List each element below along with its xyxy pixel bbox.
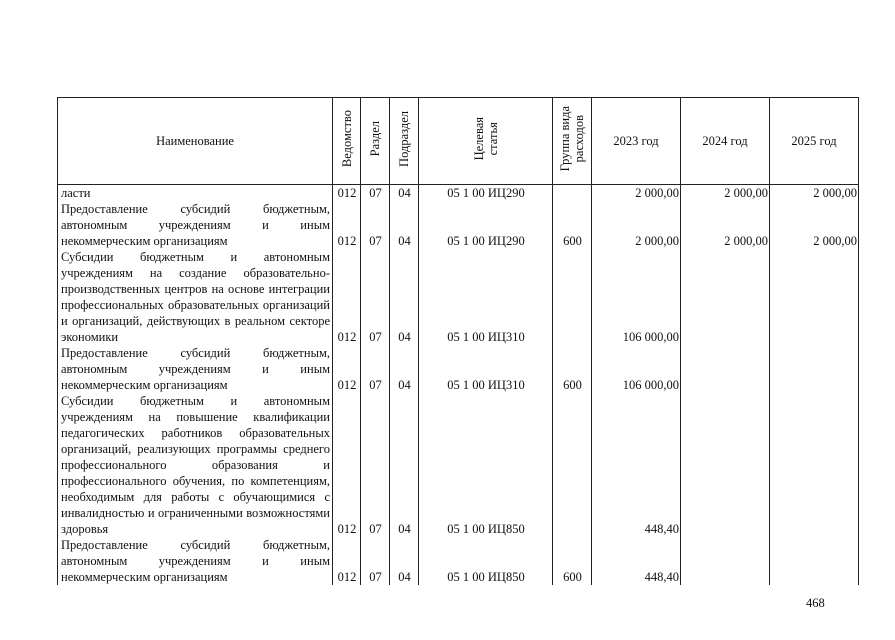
row-target: 05 1 00 ИЦ850 [419, 393, 553, 537]
row-department: 012 [333, 249, 361, 345]
row-section: 07 [361, 201, 390, 249]
header-expense-group: Группа вида расходов [553, 98, 592, 185]
row-department: 012 [333, 345, 361, 393]
row-2024 [681, 537, 770, 585]
table-row [58, 249, 859, 345]
row-2025 [770, 393, 859, 537]
row-2024 [681, 249, 770, 345]
row-section: 07 [361, 537, 390, 585]
header-2023: 2023 год [592, 98, 681, 185]
row-subsection: 04 [390, 185, 419, 202]
row-section: 07 [361, 393, 390, 537]
header-2024: 2024 год [681, 98, 770, 185]
header-name: Наименование [58, 98, 333, 185]
row-group: 600 [553, 537, 592, 585]
header-subsection: Подраздел [390, 98, 419, 185]
row-department: 012 [333, 185, 361, 202]
row-subsection: 04 [390, 393, 419, 537]
row-group [553, 393, 592, 537]
table-header [58, 98, 859, 185]
row-name: ласти [58, 185, 333, 202]
row-department: 012 [333, 201, 361, 249]
table-row [58, 537, 859, 585]
table-row [58, 345, 859, 393]
row-2023: 106 000,00 [592, 249, 681, 345]
table-body [58, 185, 859, 586]
row-name: Предоставление субсидий бюджетным, автономным учреждениям и иным некоммерческим организациям [58, 345, 333, 393]
row-2023: 2 000,00 [592, 201, 681, 249]
row-subsection: 04 [390, 249, 419, 345]
row-2025 [770, 537, 859, 585]
header-department: Ведомство [333, 98, 361, 185]
row-target: 05 1 00 ИЦ290 [419, 185, 553, 202]
row-2023: 448,40 [592, 393, 681, 537]
row-name: Предоставление субсидий бюджетным, автономным учреждениям и иным некоммерческим организациям [58, 201, 333, 249]
row-department: 012 [333, 537, 361, 585]
row-name: Предоставление субсидий бюджетным, автономным учреждениям и иным некоммерческим организациям [58, 537, 333, 585]
header-2025: 2025 год [770, 98, 859, 185]
row-2025 [770, 249, 859, 345]
row-section: 07 [361, 249, 390, 345]
row-target: 05 1 00 ИЦ310 [419, 345, 553, 393]
row-2024 [681, 393, 770, 537]
row-2025 [770, 345, 859, 393]
row-group [553, 249, 592, 345]
row-2023: 2 000,00 [592, 185, 681, 202]
table-row [58, 201, 859, 249]
row-name: Субсидии бюджетным и автономным учреждениям на повышение квалификации педагогических работников образовательных организаций, реализующих программы среднего профессионального образования и профессионального обучения, по компетенциям, необходимым для работы с обучающимися с инвалидностью и ограниченными возможностями здоровья [58, 393, 333, 537]
row-subsection: 04 [390, 345, 419, 393]
row-subsection: 04 [390, 201, 419, 249]
table-row [58, 393, 859, 537]
row-2024: 2 000,00 [681, 201, 770, 249]
table-row [58, 185, 859, 202]
row-2023: 106 000,00 [592, 345, 681, 393]
row-2025: 2 000,00 [770, 185, 859, 202]
header-section: Раздел [361, 98, 390, 185]
row-2025: 2 000,00 [770, 201, 859, 249]
row-subsection: 04 [390, 537, 419, 585]
row-2024 [681, 345, 770, 393]
row-2023: 448,40 [592, 537, 681, 585]
row-section: 07 [361, 345, 390, 393]
page-number: 468 [806, 596, 825, 610]
row-group [553, 185, 592, 202]
row-section: 07 [361, 185, 390, 202]
row-name: Субсидии бюджетным и автономным учреждениям на создание образовательно-производственных центров на основе интеграции профессиональных образовательных организаций и организаций, действующих в реальном секторе экономики [58, 249, 333, 345]
row-target: 05 1 00 ИЦ850 [419, 537, 553, 585]
row-target: 05 1 00 ИЦ310 [419, 249, 553, 345]
row-department: 012 [333, 393, 361, 537]
budget-table [57, 97, 859, 585]
row-target: 05 1 00 ИЦ290 [419, 201, 553, 249]
header-target-article: Целевая статья [419, 98, 553, 185]
row-2024: 2 000,00 [681, 185, 770, 202]
row-group: 600 [553, 345, 592, 393]
row-group: 600 [553, 201, 592, 249]
